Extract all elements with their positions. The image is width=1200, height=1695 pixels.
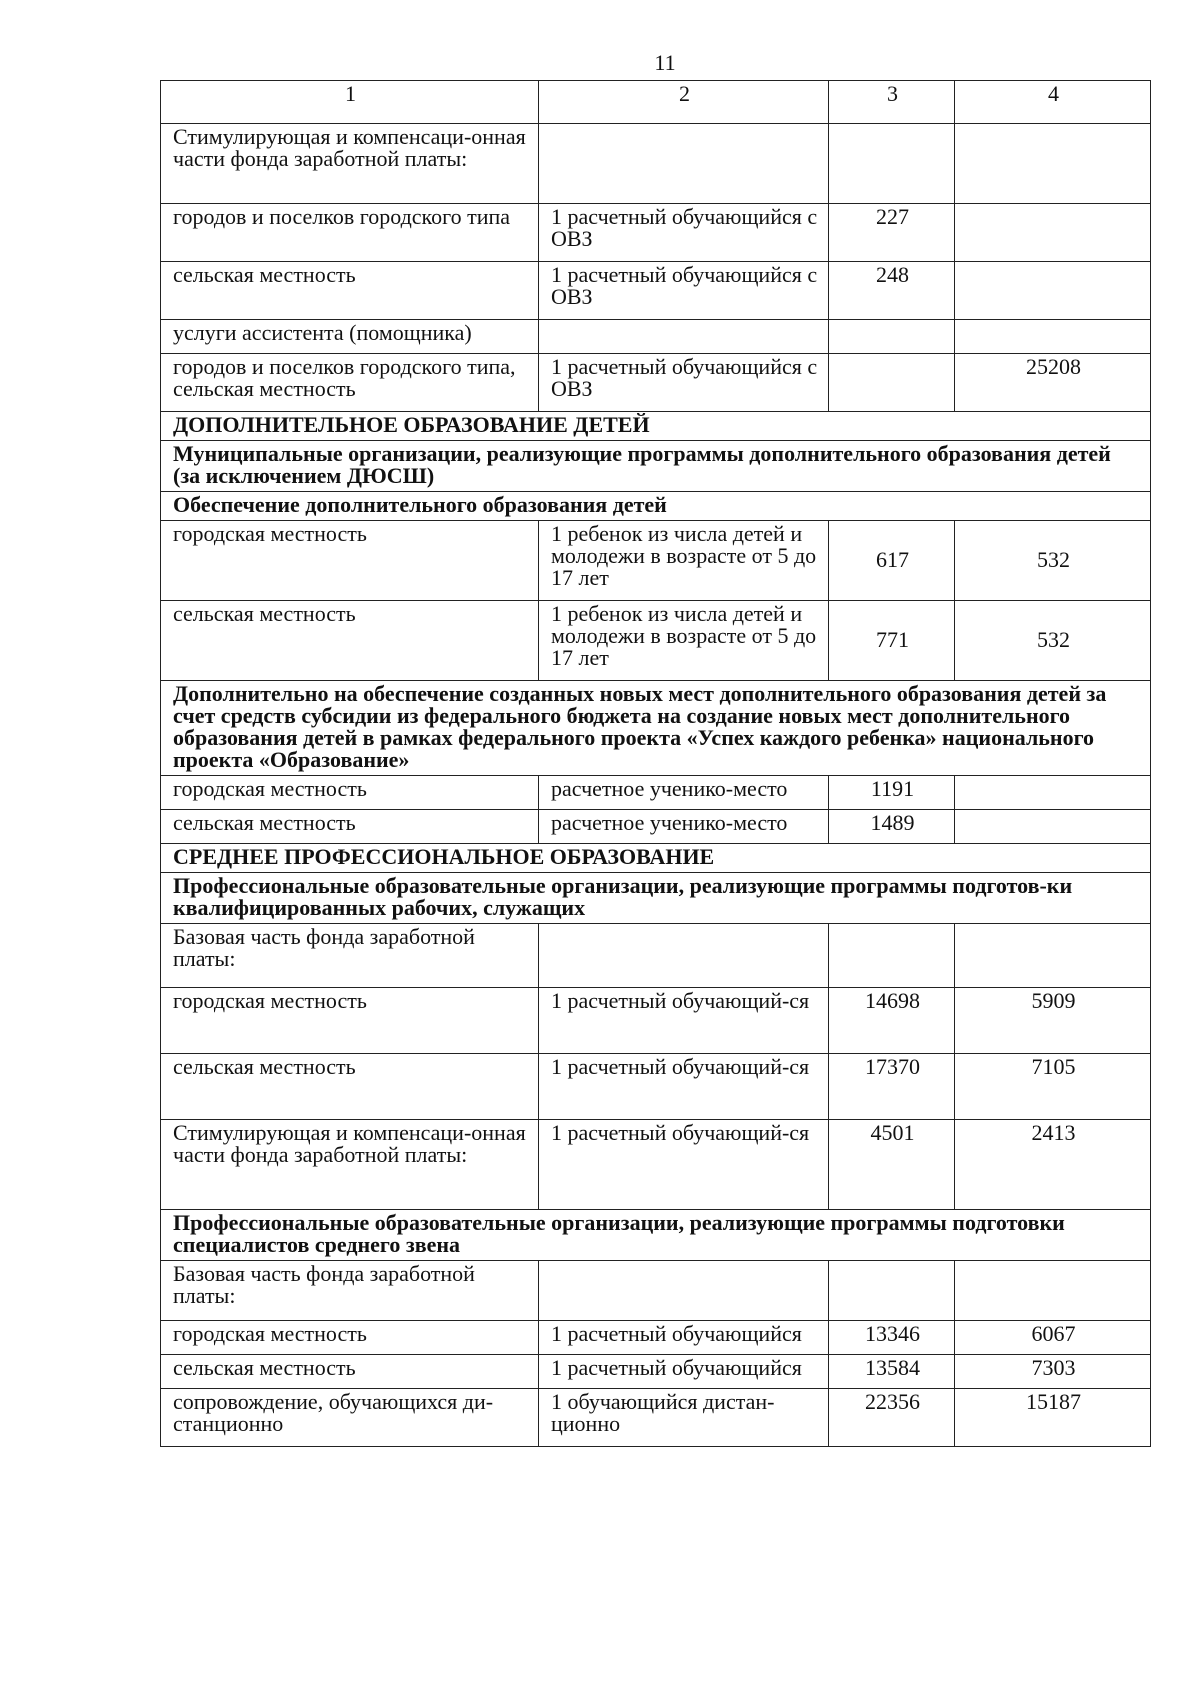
section-row: [161, 412, 1151, 441]
row-value-3: 227: [829, 204, 955, 262]
row-label: сельская местность: [161, 810, 539, 844]
subsection-row: [161, 492, 1151, 521]
row-value-3: 4501: [829, 1120, 955, 1210]
table-row: [161, 204, 1151, 262]
row-value-3: 248: [829, 262, 955, 320]
page-number: 11: [654, 50, 676, 75]
row-label: городская местность: [161, 521, 539, 601]
table-row: [161, 1355, 1151, 1389]
row-label: услуги ассистента (помощника): [161, 320, 539, 354]
row-value-3: [829, 124, 955, 204]
row-unit: 1 расчетный обучающийся с ОВЗ: [539, 204, 829, 262]
row-value-4: 25208: [955, 354, 1151, 412]
table-row: [161, 1389, 1151, 1447]
row-value-4: [955, 320, 1151, 354]
row-value-3: 17370: [829, 1054, 955, 1120]
row-value-4: [955, 124, 1151, 204]
row-value-3: 14698: [829, 988, 955, 1054]
row-label: сельская местность: [161, 262, 539, 320]
subsection-row: [161, 441, 1151, 492]
row-unit: 1 ребенок из числа детей и молодежи в возрасте от 5 до 17 лет: [539, 601, 829, 681]
row-label: сельская местность: [161, 601, 539, 681]
row-unit: 1 расчетный обучающий-ся: [539, 1054, 829, 1120]
row-unit: 1 ребенок из числа детей и молодежи в возрасте от 5 до 17 лет: [539, 521, 829, 601]
row-value-4: 6067: [955, 1321, 1151, 1355]
row-value-3: 1489: [829, 810, 955, 844]
row-value-4: [955, 810, 1151, 844]
row-unit: [539, 124, 829, 204]
subsection-row: [161, 681, 1151, 776]
row-unit: [539, 1261, 829, 1321]
row-value-3: [829, 320, 955, 354]
table-row: [161, 1120, 1151, 1210]
row-label: городская местность: [161, 776, 539, 810]
row-value-3: 1191: [829, 776, 955, 810]
table-row: [161, 521, 1151, 601]
table-row: [161, 988, 1151, 1054]
row-value-4: [955, 204, 1151, 262]
row-value-4: [955, 776, 1151, 810]
row-label: городская местность: [161, 1321, 539, 1355]
row-label: городов и поселков городского типа, сельская местность: [161, 354, 539, 412]
table-row: [161, 1261, 1151, 1321]
column-header-2: 2: [539, 81, 829, 124]
row-unit: 1 расчетный обучающий-ся: [539, 988, 829, 1054]
subsection-heading: Дополнительно на обеспечение созданных новых мест дополнительного образования детей за счет средств субсидии из федерального бюджета на создание новых мест дополнительного образования детей в рамках федерального проекта «Успех каждого ребенка» национального проекта «Образование»: [161, 681, 1151, 776]
row-value-4: [955, 924, 1151, 988]
row-unit: 1 расчетный обучающийся с ОВЗ: [539, 262, 829, 320]
subsection-heading: Профессиональные образовательные организации, реализующие программы подготов-ки квалифицированных рабочих, служащих: [161, 873, 1151, 924]
row-value-3: 13346: [829, 1321, 955, 1355]
row-value-4: 532: [955, 601, 1151, 681]
row-value-3: [829, 924, 955, 988]
row-value-3: 617: [829, 521, 955, 601]
row-value-3: 13584: [829, 1355, 955, 1389]
column-header-4: 4: [955, 81, 1151, 124]
table-row: [161, 1321, 1151, 1355]
table-row: [161, 262, 1151, 320]
row-label: Стимулирующая и компенсаци-онная части фонда заработной платы:: [161, 1120, 539, 1210]
subsection-row: [161, 1210, 1151, 1261]
row-value-4: [955, 1261, 1151, 1321]
subsection-heading: Обеспечение дополнительного образования детей: [161, 492, 1151, 521]
row-label: Базовая часть фонда заработной платы:: [161, 1261, 539, 1321]
row-label: сельская местность: [161, 1355, 539, 1389]
section-heading: ДОПОЛНИТЕЛЬНОЕ ОБРАЗОВАНИЕ ДЕТЕЙ: [161, 412, 1151, 441]
row-value-3: 22356: [829, 1389, 955, 1447]
row-label: городов и поселков городского типа: [161, 204, 539, 262]
row-value-4: 15187: [955, 1389, 1151, 1447]
subsection-row: [161, 873, 1151, 924]
column-header-3: 3: [829, 81, 955, 124]
row-value-3: 771: [829, 601, 955, 681]
row-unit: расчетное ученико-место: [539, 810, 829, 844]
section-heading: СРЕДНЕЕ ПРОФЕССИОНАЛЬНОЕ ОБРАЗОВАНИЕ: [161, 844, 1151, 873]
row-value-3: [829, 354, 955, 412]
row-unit: расчетное ученико-место: [539, 776, 829, 810]
table-row: [161, 810, 1151, 844]
row-label: Стимулирующая и компенсаци-онная части фонда заработной платы:: [161, 124, 539, 204]
row-unit: 1 расчетный обучающийся: [539, 1355, 829, 1389]
row-label: городская местность: [161, 988, 539, 1054]
table-row: [161, 924, 1151, 988]
table-row: [161, 354, 1151, 412]
column-header-1: 1: [161, 81, 539, 124]
table-row: [161, 320, 1151, 354]
row-value-4: [955, 262, 1151, 320]
table-row: [161, 776, 1151, 810]
row-unit: 1 обучающийся дистан-ционно: [539, 1389, 829, 1447]
subsection-heading: Муниципальные организации, реализующие программы дополнительного образования детей (за исключением ДЮСШ): [161, 441, 1151, 492]
row-unit: 1 расчетный обучающийся с ОВЗ: [539, 354, 829, 412]
row-label: сопровождение, обучающихся ди-станционно: [161, 1389, 539, 1447]
section-row: [161, 844, 1151, 873]
table-row: [161, 1054, 1151, 1120]
row-value-4: 2413: [955, 1120, 1151, 1210]
row-label: Базовая часть фонда заработной платы:: [161, 924, 539, 988]
row-value-4: 532: [955, 521, 1151, 601]
subsection-heading: Профессиональные образовательные организации, реализующие программы подготовки специалистов среднего звена: [161, 1210, 1151, 1261]
row-value-3: [829, 1261, 955, 1321]
row-unit: 1 расчетный обучающий-ся: [539, 1120, 829, 1210]
row-unit: [539, 320, 829, 354]
table-row: [161, 601, 1151, 681]
row-unit: 1 расчетный обучающийся: [539, 1321, 829, 1355]
row-label: сельская местность: [161, 1054, 539, 1120]
header-row: [161, 81, 1151, 124]
row-unit: [539, 924, 829, 988]
row-value-4: 7303: [955, 1355, 1151, 1389]
standards-table: [160, 80, 1151, 1447]
row-value-4: 7105: [955, 1054, 1151, 1120]
table-row: [161, 124, 1151, 204]
row-value-4: 5909: [955, 988, 1151, 1054]
